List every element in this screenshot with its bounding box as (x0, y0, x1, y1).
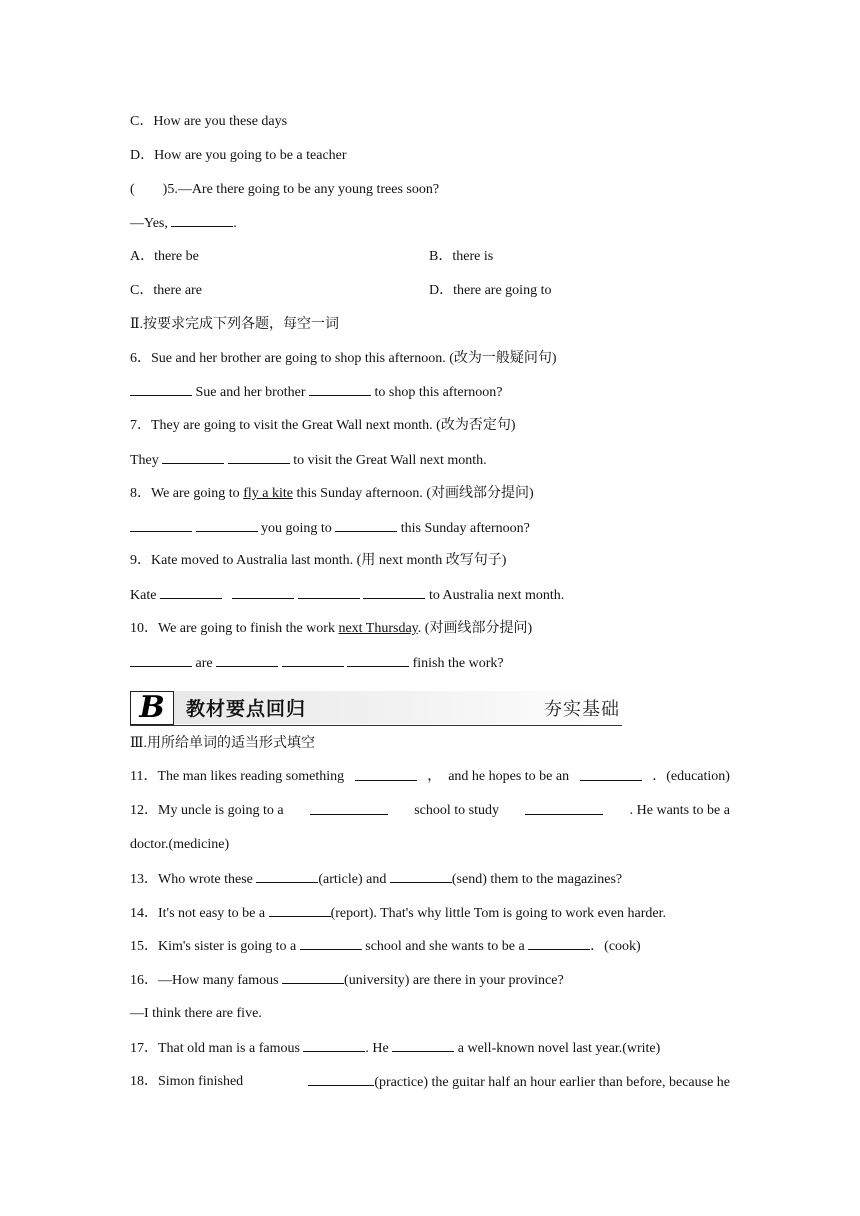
q12-line-2: doctor.(medicine) (130, 836, 230, 852)
q15-text-c: ．(cook) (590, 939, 641, 955)
q16-text-b: (university) are there in your province? (344, 973, 564, 989)
q6-text-2: to shop this afternoon? (374, 385, 503, 401)
q16-answer: —I think there are five. (130, 1005, 262, 1021)
answer-blank[interactable] (298, 583, 360, 599)
q10-stem-b: . (对画线部分提问) (417, 620, 533, 636)
answer-blank[interactable] (196, 516, 258, 532)
q16-text-a: 16．—How many famous (130, 973, 279, 989)
q10-underlined-phrase: next Thursday (338, 620, 418, 636)
answer-blank[interactable] (363, 583, 425, 599)
q8-stem (130, 482, 730, 516)
answer-blank[interactable] (392, 1036, 454, 1052)
answer-blank[interactable] (335, 516, 397, 532)
answer-blank[interactable] (303, 1036, 365, 1052)
answer-blank[interactable] (282, 968, 344, 984)
section-banner (130, 689, 622, 726)
q11-text-b: ， and he hopes to be an (427, 769, 570, 785)
q15-line (130, 934, 730, 968)
q8-stem-a: 8．We are going to (130, 485, 240, 501)
q9-text-1: Kate (130, 588, 157, 604)
q16-line (130, 968, 730, 1002)
answer-blank[interactable] (216, 651, 278, 667)
q5-answer-line (130, 211, 730, 245)
q12-text-c: . He wants to be a (629, 803, 730, 819)
answer-blank[interactable] (232, 583, 294, 599)
answer-blank[interactable] (347, 651, 409, 667)
q7-stem: 7．They are going to visit the Great Wall next month. (改为否定句) (130, 418, 516, 434)
q13-text-a: 13．Who wrote these (130, 871, 253, 887)
worksheet-page (130, 110, 730, 1103)
q8-text-2: this Sunday afternoon? (400, 520, 530, 536)
q4-option-c: C．How are you these days (130, 114, 288, 129)
answer-blank[interactable] (309, 380, 371, 396)
answer-blank[interactable] (282, 651, 344, 667)
q10-text-2: finish the work? (412, 655, 504, 671)
answer-blank[interactable] (310, 799, 388, 815)
q13-line (130, 867, 730, 901)
q5-stem: ( )5.—Are there going to be any young trees soon? (130, 181, 440, 197)
q4-option-d: D．How are you going to be a teacher (130, 147, 347, 163)
q13-text-b: (article) and (318, 871, 387, 887)
q15-text-a: 15．Kim's sister is going to a (130, 939, 297, 955)
banner-subtitle: 夯实基础 (544, 698, 620, 720)
q6-answer-line (130, 380, 730, 414)
answer-blank[interactable] (171, 211, 233, 227)
answer-blank[interactable] (390, 867, 452, 883)
q17-line (130, 1036, 730, 1070)
q18-text-a: 18．Simon finished (130, 1073, 244, 1089)
q5-option-c: C．there are (130, 282, 202, 298)
answer-blank[interactable] (130, 516, 192, 532)
answer-blank[interactable] (130, 380, 192, 396)
answer-blank[interactable] (300, 934, 362, 950)
q6-stem: 6．Sue and her brother are going to shop this afternoon. (改为一般疑问句) (130, 350, 557, 366)
section-2-title: Ⅱ.按要求完成下列各题，每空一词 (130, 316, 340, 332)
q10-stem (130, 617, 730, 651)
answer-blank[interactable] (528, 934, 590, 950)
answer-blank[interactable] (130, 651, 192, 667)
answer-blank[interactable] (525, 799, 603, 815)
q8-underlined-phrase: fly a kite (243, 485, 293, 501)
q11-text-c: ．(education) (652, 769, 730, 785)
q9-answer-line (130, 583, 730, 617)
q7-text-1: They (130, 452, 159, 468)
q5-option-a: A．there be (130, 249, 199, 265)
q8-stem-b: this Sunday afternoon. (对画线部分提问) (296, 485, 534, 501)
q18-text-b: (practice) the guitar half an hour earlier than before, because he (374, 1074, 730, 1090)
q17-text-c: a well-known novel last year.(write) (457, 1040, 661, 1056)
q7-text-2: to visit the Great Wall next month. (293, 452, 487, 468)
q11-text-a: 11．The man likes reading something (130, 769, 345, 785)
banner-logo: B (130, 691, 174, 725)
answer-blank[interactable] (355, 765, 417, 781)
q14-text-b: (report). That's why little Tom is going to work even harder. (330, 905, 667, 921)
q5-answer-suffix: . (233, 216, 237, 232)
q5-options-ab (130, 245, 730, 279)
answer-blank[interactable] (162, 448, 224, 464)
q11-line (130, 765, 730, 799)
answer-blank[interactable] (580, 765, 642, 781)
q12-text-a: 12．My uncle is going to a (130, 803, 284, 819)
q18-line (130, 1070, 730, 1104)
q5-answer-prefix: —Yes, (130, 216, 168, 232)
q8-answer-line (130, 516, 730, 550)
answer-blank[interactable] (228, 448, 290, 464)
answer-blank[interactable] (269, 901, 331, 917)
answer-blank[interactable] (308, 1070, 374, 1086)
q10-text-1: are (195, 655, 213, 671)
answer-blank[interactable] (256, 867, 318, 883)
q9-stem: 9．Kate moved to Australia last month. (用 next month 改写句子) (130, 553, 507, 569)
section-3-title: Ⅲ.用所给单词的适当形式填空 (130, 735, 316, 751)
answer-blank[interactable] (160, 583, 222, 599)
q18-tail (308, 1070, 730, 1104)
q10-answer-line (130, 651, 730, 685)
q17-text-a: 17．That old man is a famous (130, 1040, 300, 1056)
q5-options-cd (130, 279, 730, 313)
q17-text-b: . He (365, 1040, 389, 1056)
q7-answer-line (130, 448, 730, 482)
q5-option-b: B．there is (429, 249, 494, 265)
q8-text-1: you going to (261, 520, 332, 536)
q6-text-1: Sue and her brother (195, 385, 306, 401)
q14-line (130, 901, 730, 935)
q12-line (130, 799, 730, 833)
q15-text-b: school and she wants to be a (365, 939, 525, 955)
q13-text-c: (send) them to the magazines? (451, 871, 623, 887)
q5-option-d: D．there are going to (429, 282, 552, 298)
q9-text-2: to Australia next month. (428, 588, 565, 604)
banner-title: 教材要点回归 (186, 697, 307, 720)
q14-text-a: 14．It's not easy to be a (130, 905, 266, 921)
q12-text-b: school to study (414, 803, 500, 819)
q10-stem-a: 10．We are going to finish the work (130, 620, 335, 636)
